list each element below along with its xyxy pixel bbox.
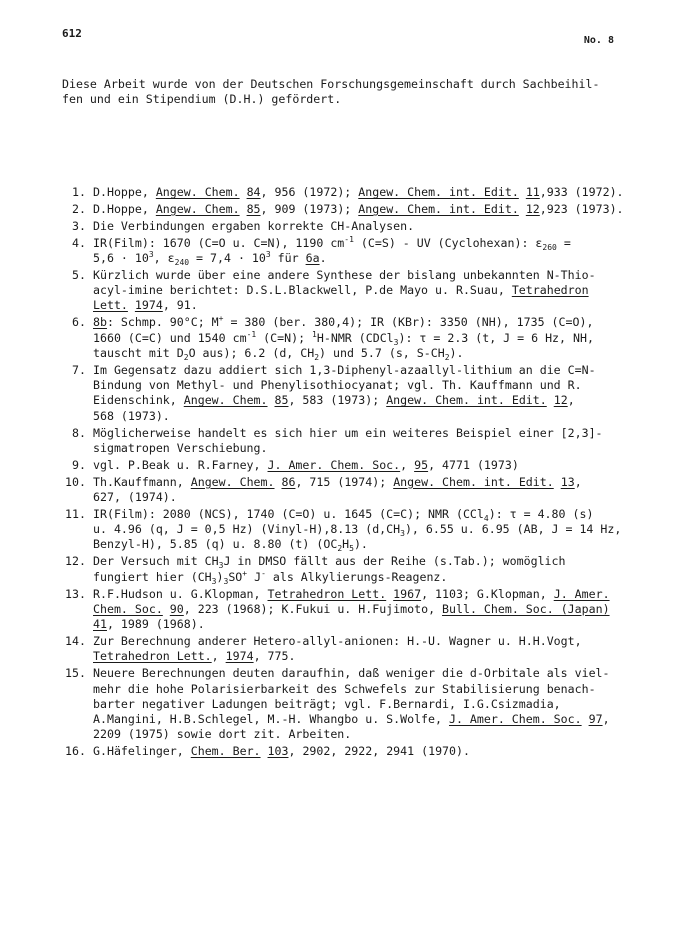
reference-text-segment: Kürzlich wurde über eine andere Synthese der bislang unbekannten N-Thio- <box>93 267 596 282</box>
reference-text-segment: 1660 (C=C) und 1540 cm <box>93 330 247 345</box>
reference-text-segment: J <box>247 569 262 584</box>
reference-text-segment: . <box>319 250 327 265</box>
reference-text-segment: R.F.Hudson u. G.Klopman, <box>93 586 268 601</box>
reference-text-segment: Zur Berechnung anderer Hetero-allyl-anionen: H.-U. Wagner u. H.H.Vogt, <box>93 634 582 649</box>
reference-text-segment: = <box>556 235 571 250</box>
reference-text-segment <box>582 712 589 726</box>
reference-text-segment: IR(Film): 2080 (NCS), 1740 (C=O) u. 1645 (C=C); NMR (CCl <box>93 506 484 521</box>
citation-underlined: 1974 <box>134 298 163 313</box>
reference-text-segment: SO <box>228 569 243 584</box>
reference-text-segment: Die Verbindungen ergaben korrekte CH-Analysen. <box>93 218 415 233</box>
reference-text-segment: Bindung von Methyl- und Phenylisothiocyanat; vgl. Th. Kauffmann und R. <box>93 378 582 393</box>
reference-text <box>93 268 640 314</box>
reference-text-segment: , 4771 (1973) <box>428 457 519 472</box>
citation-underlined: Angew. Chem. int. Edit. <box>358 201 519 216</box>
reference-text <box>93 666 640 742</box>
journal-issue-number: No. 8 <box>583 35 614 46</box>
citation-underlined: 97 <box>588 712 603 727</box>
citation-underlined: Angew. Chem. int. Edit. <box>358 185 519 199</box>
reference-text-segment: als Alkylierungs-Reagenz. <box>265 569 448 584</box>
reference-text <box>93 458 640 473</box>
reference-text-segment <box>519 185 526 199</box>
reference-text-segment: , <box>211 649 226 664</box>
reference-text-segment: , 583 (1973); <box>288 393 387 408</box>
reference-item <box>50 268 640 314</box>
reference-text-segment: Neuere Berechnungen deuten daraufhin, daß weniger die d-Orbitale als viel- <box>93 666 610 681</box>
reference-text-segment: , 1103; G.Klopman, <box>421 586 554 601</box>
reference-text-segment: , 91. <box>162 298 198 313</box>
reference-text-segment: J in DMSO fällt aus der Reihe (s.Tab.); womöglich <box>223 554 566 569</box>
superscript: 3 <box>148 249 154 259</box>
reference-text-segment: , <box>574 474 582 489</box>
citation-underlined: Bull. Chem. Soc. (Japan) <box>442 601 610 616</box>
reference-item <box>50 202 640 217</box>
subscript: 2 <box>444 352 450 362</box>
reference-text-segment: 627, (1974). <box>93 489 177 504</box>
reference-text-segment: , 715 (1974); <box>295 474 394 489</box>
reference-number: 5. <box>72 267 86 282</box>
citation-underlined: Tetrahedron Lett. <box>267 586 387 601</box>
subscript: 5 <box>349 544 354 554</box>
citation-underlined: 90 <box>169 601 184 616</box>
reference-item <box>50 634 640 665</box>
reference-text <box>93 475 640 506</box>
citation-underlined: Angew. Chem. int. Edit. <box>386 393 547 408</box>
citation-underlined: Angew. Chem. <box>155 185 240 199</box>
reference-item <box>50 426 640 457</box>
reference-item <box>50 475 640 506</box>
reference-text <box>93 744 640 759</box>
reference-item <box>50 587 640 633</box>
reference-number: 4. <box>72 235 86 250</box>
citation-underlined: 41 <box>93 617 107 632</box>
citation-underlined: 12 <box>525 201 540 216</box>
reference-text-segment: Der Versuch mit CH <box>93 554 219 569</box>
reference-text-segment: , <box>602 712 610 727</box>
reference-text-segment <box>240 185 247 199</box>
reference-item <box>50 554 640 585</box>
reference-text-segment: H-NMR (CDCl <box>316 330 394 345</box>
reference-text-segment: acyl-imine berichtet: D.S.L.Blackwell, P.de Mayo u. R.Suau, <box>93 283 512 298</box>
reference-item <box>50 666 640 742</box>
reference-text-segment: ) und 5.7 (s, S-CH <box>319 345 445 360</box>
reference-text-segment: D.Hoppe, <box>93 185 156 199</box>
subscript: 2 <box>337 544 343 554</box>
subscript: 4 <box>483 513 489 523</box>
reference-text <box>93 185 640 200</box>
reference-text-segment <box>547 393 554 407</box>
reference-text-segment: ), 6.55 u. 6.95 (AB, J = 14 Hz, <box>404 522 622 537</box>
page-number: 612 <box>62 27 82 40</box>
citation-underlined: J. Amer. Chem. Soc. <box>267 457 401 472</box>
citation-underlined: 86 <box>281 474 296 489</box>
reference-text-segment <box>554 475 561 489</box>
reference-text-segment: vgl. P.Beak u. R.Farney, <box>93 457 268 472</box>
reference-text-segment: = 7,4 · 10 <box>189 250 266 265</box>
reference-number: 10. <box>65 474 86 489</box>
reference-number: 11. <box>65 506 86 521</box>
reference-item <box>50 315 640 361</box>
superscript: + <box>218 314 224 324</box>
reference-text-segment: mehr die hohe Polarisierbarkeit des Schwefels zur Stabilisierung benach- <box>93 681 596 696</box>
reference-text-segment: : Schmp. 90°C; M <box>106 315 219 330</box>
superscript: 1 <box>312 329 317 339</box>
reference-text-segment: barter negativer Ladungen beiträgt; vgl. F.Bernardi, I.G.Csizmadia, <box>93 696 561 711</box>
reference-text-segment: G.Häfelinger, <box>93 744 191 759</box>
citation-underlined: 13 <box>560 474 575 489</box>
subscript: 240 <box>174 257 190 267</box>
superscript: - <box>261 568 266 578</box>
acknowledgement-line: fen und ein Stipendium (D.H.) gefördert. <box>62 92 342 107</box>
reference-text-segment: , <box>567 393 575 408</box>
reference-text-segment: , 909 (1973); <box>260 201 359 216</box>
citation-underlined: 12 <box>553 393 568 408</box>
reference-number: 1. <box>72 185 86 199</box>
subscript: 2 <box>314 352 320 362</box>
reference-text-segment: ,923 (1973). <box>539 201 624 216</box>
reference-text-segment <box>163 602 170 616</box>
superscript: 3 <box>265 249 271 259</box>
reference-number: 8. <box>72 425 86 440</box>
reference-text-segment: u. 4.96 (q, J = 0,5 Hz) (Vinyl-H),8.13 (d,CH <box>93 522 401 537</box>
citation-underlined: Angew. Chem. <box>155 201 240 216</box>
citation-underlined: Angew. Chem. int. Edit. <box>393 474 554 489</box>
citation-underlined: J. Amer. Chem. Soc. <box>448 712 582 727</box>
reference-text <box>93 219 640 234</box>
citation-underlined: 84 <box>246 185 261 199</box>
reference-text-segment: Eidenschink, <box>93 393 184 408</box>
reference-text-segment: Möglicherweise handelt es sich hier um ein weiteres Beispiel einer [2,3]- <box>93 425 603 440</box>
citation-underlined: Tetrahedron <box>511 283 589 298</box>
reference-number: 9. <box>72 457 86 472</box>
reference-text-segment: ): τ = 4.80 (s) <box>488 506 594 521</box>
citation-underlined: 85 <box>274 393 289 408</box>
reference-text <box>93 587 640 633</box>
reference-text-segment <box>268 393 275 407</box>
reference-text-segment: ) <box>216 569 224 584</box>
reference-text <box>93 202 640 217</box>
reference-text-segment: 5,6 · 10 <box>93 250 149 265</box>
reference-text <box>93 507 640 553</box>
reference-item <box>50 458 640 473</box>
citation-underlined: 1974 <box>225 649 254 664</box>
reference-text <box>93 634 640 665</box>
reference-item <box>50 236 640 267</box>
reference-text-segment: , 1989 (1968). <box>106 617 205 632</box>
reference-text <box>93 554 640 585</box>
reference-text-segment: A.Mangini, H.B.Schlegel, M.-H. Whangbo u. S.Wolfe, <box>93 712 449 727</box>
subscript: 3 <box>400 529 405 539</box>
subscript: 3 <box>218 561 224 571</box>
reference-text <box>93 426 640 457</box>
reference-text-segment: , ε <box>153 250 175 265</box>
citation-underlined: 85 <box>246 201 261 216</box>
reference-text-segment: sigmatropen Verschiebung. <box>93 440 268 455</box>
reference-text-segment: H <box>342 537 350 552</box>
citation-underlined: 103 <box>267 744 289 759</box>
reference-text <box>93 315 640 361</box>
reference-text-segment: , 775. <box>253 649 296 664</box>
superscript: -1 <box>344 234 354 244</box>
reference-item <box>50 219 640 234</box>
citation-underlined: Chem. Ber. <box>190 744 261 759</box>
citation-underlined: 95 <box>414 457 429 472</box>
reference-text-segment: IR(Film): 1670 (C=O u. C=N), 1190 cm <box>93 235 345 250</box>
subscript: 3 <box>223 576 229 586</box>
reference-item <box>50 185 640 200</box>
reference-text-segment: ): τ = 2.3 (t, J = 6 Hz, NH, <box>398 330 594 345</box>
reference-list <box>50 185 640 761</box>
subscript: 2 <box>183 352 189 362</box>
reference-text-segment: ). <box>353 537 368 552</box>
reference-number: 13. <box>65 586 86 601</box>
subscript: 260 <box>542 242 557 252</box>
reference-number: 16. <box>65 744 86 759</box>
subscript: 3 <box>393 337 399 347</box>
reference-text-segment <box>261 744 268 758</box>
reference-number: 3. <box>72 218 86 233</box>
reference-text-segment: , 956 (1972); <box>260 185 359 199</box>
reference-number: 6. <box>72 315 86 330</box>
reference-text-segment: , <box>400 457 415 472</box>
reference-text-segment: D.Hoppe, <box>93 201 156 216</box>
reference-text-segment: für <box>270 250 306 265</box>
reference-text-segment: 2209 (1975) sowie dort zit. Arbeiten. <box>93 727 352 742</box>
reference-text-segment: ). <box>449 345 464 360</box>
citation-underlined: J. Amer. <box>553 586 610 601</box>
citation-underlined: 11 <box>525 185 540 199</box>
reference-text <box>93 236 640 267</box>
reference-text-segment <box>519 202 526 216</box>
acknowledgement-line: Diese Arbeit wurde von der Deutschen Forschungsgemeinschaft durch Sachbeihil- <box>62 77 600 91</box>
reference-text-segment: Benzyl-H), 5.85 (q) u. 8.80 (t) (OC <box>93 537 338 552</box>
reference-text-segment: (C=S) - UV (Cyclohexan): ε <box>353 235 543 250</box>
superscript: -1 <box>246 329 257 339</box>
reference-text-segment <box>128 298 135 312</box>
reference-number: 12. <box>65 554 86 569</box>
citation-underlined: Angew. Chem. <box>190 474 275 489</box>
reference-text-segment: Im Gegensatz dazu addiert sich 1,3-Diphenyl-azaallyl-lithium an die C=N- <box>93 362 596 377</box>
citation-underlined: Chem. Soc. <box>93 601 163 616</box>
reference-text-segment: Th.Kauffmann, <box>93 474 191 489</box>
reference-item <box>50 363 640 424</box>
citation-underlined: Tetrahedron Lett. <box>93 649 212 664</box>
superscript: + <box>242 568 248 578</box>
reference-item <box>50 507 640 553</box>
citation-underlined: 1967 <box>393 586 422 601</box>
reference-text-segment: O aus); 6.2 (d, CH <box>188 345 315 360</box>
reference-number: 2. <box>72 201 86 216</box>
reference-text-segment: 568 (1973). <box>93 408 170 423</box>
reference-text <box>93 363 640 424</box>
citation-underlined: 6a <box>305 250 320 265</box>
reference-number: 7. <box>72 362 86 377</box>
reference-text-segment: , 2902, 2922, 2941 (1970). <box>288 744 470 759</box>
citation-underlined: Angew. Chem. <box>183 393 268 408</box>
reference-text-segment: ,933 (1972). <box>539 185 624 199</box>
citation-underlined: Lett. <box>93 298 128 313</box>
reference-text-segment: fungiert hier (CH <box>93 569 212 584</box>
reference-text-segment: (C=N); <box>256 330 313 345</box>
reference-text-segment: = 380 (ber. 380,4); IR (KBr): 3350 (NH), 1735 (C=O), <box>223 315 594 330</box>
reference-text-segment <box>240 202 247 216</box>
reference-item <box>50 744 640 759</box>
reference-number: 14. <box>65 634 86 649</box>
acknowledgement-paragraph <box>62 77 632 108</box>
reference-text-segment: tauscht mit D <box>93 345 184 360</box>
reference-number: 15. <box>65 666 86 681</box>
citation-underlined: 8b <box>93 315 107 330</box>
subscript: 3 <box>211 576 217 586</box>
reference-text-segment: , 223 (1968); K.Fukui u. H.Fujimoto, <box>183 601 443 616</box>
